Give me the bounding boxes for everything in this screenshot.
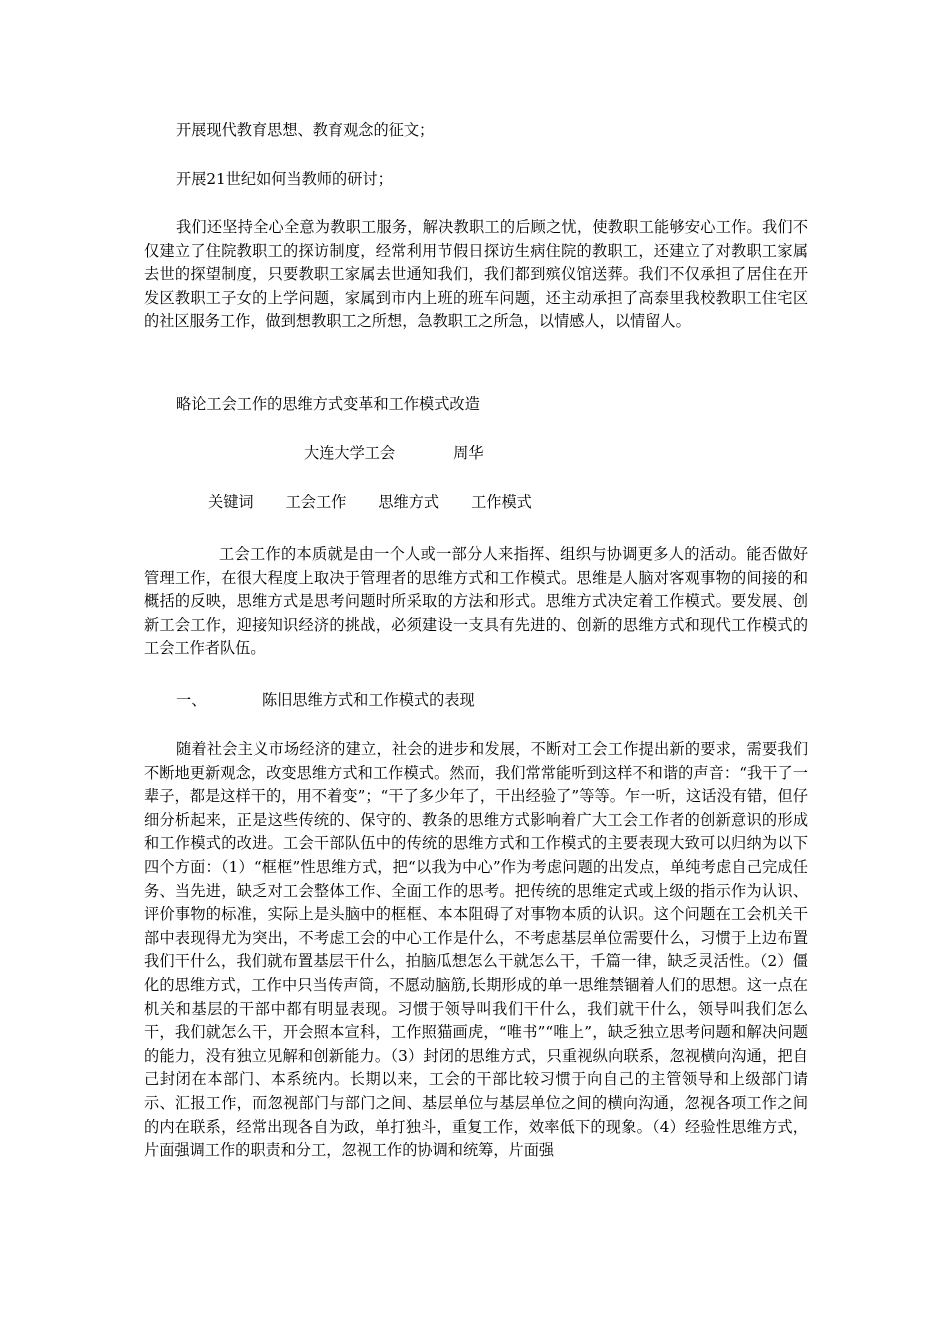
section-title: 陈旧思维方式和工作模式的表现 — [262, 691, 475, 709]
paragraph-section-1: 随着社会主义市场经济的建立，社会的进步和发展，不断对工会工作提出新的要求，需要我们不断地更新观念，改变思维方式和工作模式。然而，我们常常能听到这样不和谐的声音：“我干了一辈子，都是这样干的，用不着变”；“干了多少年了，干出经验了”等等。乍一听，这话没有错，但仔细分析起来，正是这些传统的、保守的、教条的思维方式影响着广大工会工作者的创新意识的形成和工作模式的改进。工会干部队伍中的传统的思维方式和工作模式的主要表现大致可以归纳为以下四个方面：（1）“框框”性思维方式，把“以我为中心”作为考虑问题的出发点，单纯考虑自己完成任务、当先进，缺乏对工会整体工作、全面工作的思考。把传统的思维定式或上级的指示作为认识、评价事物的标准，实际上是头脑中的框框、本本阻碍了对事物本质的认识。这个问题在工会机关干部中表现得尤为突出，不考虑工会的中心工作是什么，不考虑基层单位需要什么，习惯于上边布置我们干什么，我们就布置基层干什么，拍脑瓜想怎么干就怎么干，千篇一律，缺乏灵活性。（2）僵化的思维方式，工作中只当传声筒，不愿动脑筋,长期形成的单一思维禁锢着人们的思想。这一点在机关和基层的干部中都有明显表现。习惯于领导叫我们干什么，我们就干什么，领导叫我们怎么干，我们就怎么干，开会照本宣科，工作照猫画虎，“唯书”“唯上”，缺乏独立思考问题和解决问题的能力，没有独立见解和创新能力。（3）封闭的思维方式，只重视纵向联系，忽视横向沟通，把自己封闭在本部门、本系统内。长期以来，工会的干部比较习惯于向自己的主管领导和上级部门请示、汇报工作，而忽视部门与部门之间、基层单位与基层单位之间的横向沟通，忽视各项工作之间的内在联系，经常出现各自为政，单打独斗，重复工作，效率低下的现象。（4）经验性思维方式，片面强调工作的职责和分工，忽视工作的协调和统筹，片面强 — [144, 740, 808, 1160]
article-author: 周华 — [453, 444, 484, 462]
list-line-seminar: 开展21世纪如何当教师的研讨； — [176, 170, 393, 188]
section-number: 一、 — [176, 691, 207, 709]
paragraph-service: 我们还坚持全心全意为教职工服务，解决教职工的后顾之忧，使教职工能够安心工作。我们不仅建立了住院教职工的探访制度，经常利用节假日探访生病住院的教职工，还建立了对教职工家属去世的探望制度，只要教职工家属去世通知我们，我们都到殡仪馆送葬。我们不仅承担了居住在开发区教职工子女的上学问题，家属到市内上班的班车问题，还主动承担了高泰里我校教职工住宅区的社区服务工作，做到想教职工之所想，急教职工之所急，以情感人，以情留人。 — [144, 218, 808, 331]
section-heading-1 — [176, 689, 475, 711]
keyword-item: 思维方式 — [378, 493, 440, 511]
keywords-line — [208, 491, 564, 513]
article-title: 略论工会工作的思维方式变革和工作模式改造 — [176, 395, 480, 413]
keyword-item: 工会工作 — [285, 493, 347, 511]
keywords-label: 关键词 — [208, 493, 254, 511]
list-line-essay: 开展现代教育思想、教育观念的征文； — [176, 121, 435, 139]
keyword-item: 工作模式 — [471, 493, 532, 511]
article-byline — [304, 442, 484, 464]
paragraph-intro: 工会工作的本质就是由一个人或一部分人来指挥、组织与协调更多人的活动。能否做好管理工作，在很大程度上取决于管理者的思维方式和工作模式。思维是人脑对客观事物的间接的和概括的反映，思维方式是思考问题时所采取的方法和形式。思维方式决定着工作模式。要发展、创新工会工作，迎接知识经济的挑战，必须建设一支具有先进的、创新的思维方式和现代工作模式的工会工作者队伍。 — [144, 545, 808, 658]
article-org: 大连大学工会 — [304, 444, 396, 462]
